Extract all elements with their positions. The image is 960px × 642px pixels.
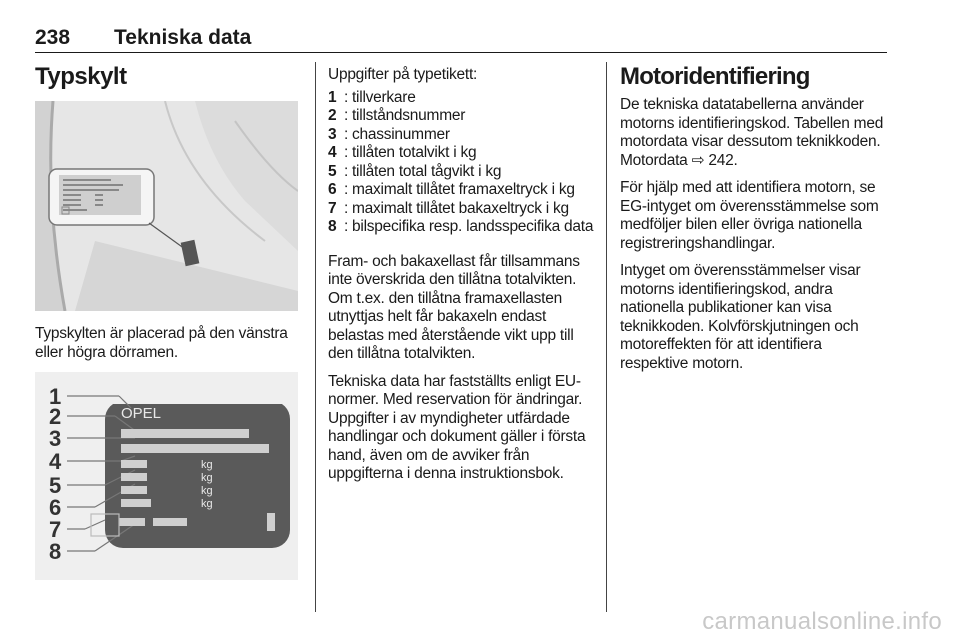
item-text: maximalt tillåtet framaxeltryck i kg (352, 181, 575, 198)
item-text: chassinummer (352, 125, 450, 143)
list-item: 2 : tillståndsnummer (328, 107, 594, 126)
eu-norms-paragraph: Tekniska data har fastställts enligt EU-normer. Med reservation för ändringar. Uppgifter i av myndigheter utfärdade handlingar och dokument gäller i första hand, även om de avviker från uppgifterna i denna instruktionsbok. (328, 372, 586, 482)
certificate-paragraph: Intyget om överensstämmelser visar motorns identifieringskod, andra nationella publikationer kan visa teknikkoden. Kolvförskjutningen och motoreffekten för att identifiera respektive motorn. (620, 262, 861, 372)
list-item: 7 : maximalt tillåtet bakaxeltryck i kg (328, 200, 594, 219)
item-number: 5 (328, 162, 337, 180)
list-item: 5 : tillåten total tågvikt i kg (328, 163, 594, 182)
item-number: 1 (328, 88, 337, 106)
page-number: 238 (35, 26, 71, 49)
item-number: 6 (328, 181, 337, 198)
site-watermark: carmanualsonline.info (702, 608, 942, 635)
item-number: 7 (328, 199, 337, 217)
section-heading-typskylt: Typskylt (35, 63, 127, 90)
unit-kg: kg (201, 485, 213, 497)
column-divider (606, 62, 607, 612)
left-column (35, 62, 300, 92)
callout-6: 6 (49, 495, 62, 520)
callout-7: 7 (49, 517, 62, 542)
list-item: 3 : chassinummer (328, 126, 594, 145)
section-heading-motoridentifiering: Motoridentifiering (620, 63, 810, 90)
engine-id-paragraph: De tekniska datatabellerna använder motorns identifieringskod. Tabellen med motordata visar dessutom teknikkoden. Motordata ⇨ 242. (620, 96, 884, 169)
item-text: bilspecifika resp. landsspecifika data (352, 218, 594, 235)
plate-brand: OPEL (121, 405, 162, 422)
type-plate-diagram (35, 372, 298, 580)
callout-1: 1 (49, 384, 62, 409)
item-text: tillverkare (352, 88, 416, 106)
caption-text: Typskylten är placerad på den vänstra eller högra dörramen. (35, 325, 288, 361)
item-text: tillåten totalvikt i kg (352, 144, 477, 161)
item-text: tillståndsnummer (352, 107, 466, 124)
door-frame-photo (35, 101, 298, 311)
unit-kg: kg (201, 459, 213, 471)
door-frame-illustration (35, 101, 298, 311)
list-item: 4 : tillåten totalvikt i kg (328, 144, 594, 163)
item-text: tillåten total tågvikt i kg (352, 162, 502, 180)
plate-field-list (328, 89, 594, 237)
conformity-paragraph: För hjälp med att identifiera motorn, se EG-intyget om överensstämmelse som medföljer bilen eller övriga nationella registreringshandlingar. (620, 179, 879, 252)
callout-8: 8 (49, 539, 62, 564)
callout-4: 4 (49, 449, 62, 474)
unit-kg: kg (201, 472, 213, 484)
plate-location-caption (35, 325, 300, 362)
callout-2: 2 (49, 404, 62, 429)
item-number: 4 (328, 144, 337, 161)
list-item: 6 : maximalt tillåtet framaxeltryck i kg (328, 181, 594, 200)
callout-3: 3 (49, 426, 62, 451)
axle-load-paragraph: Fram- och bakaxellast får tillsammans inte överskrida den tillåtna totalvikten. Om t.ex. den tillåtna framaxellasten utnyttjas helt får bakaxeln endast belastas med återstående vikt upp till den tillåtna totalvikten. (328, 252, 580, 362)
unit-kg: kg (201, 498, 213, 510)
chapter-title: Tekniska data (114, 26, 252, 49)
plate-intro: Uppgifter på typetikett: (328, 66, 478, 83)
list-item: 8 : bilspecifika resp. landsspecifika data (328, 218, 594, 235)
item-number: 2 (328, 107, 337, 124)
item-text: maximalt tillåtet bakaxeltryck i kg (352, 199, 569, 217)
item-number: 3 (328, 125, 337, 143)
middle-column (328, 62, 594, 484)
page-header (35, 26, 887, 53)
list-item: 1 : tillverkare (328, 89, 594, 108)
callout-5: 5 (49, 473, 62, 498)
right-column (620, 62, 888, 373)
column-divider (315, 62, 316, 612)
type-plate-illustration (35, 372, 298, 580)
item-number: 8 (328, 218, 337, 235)
